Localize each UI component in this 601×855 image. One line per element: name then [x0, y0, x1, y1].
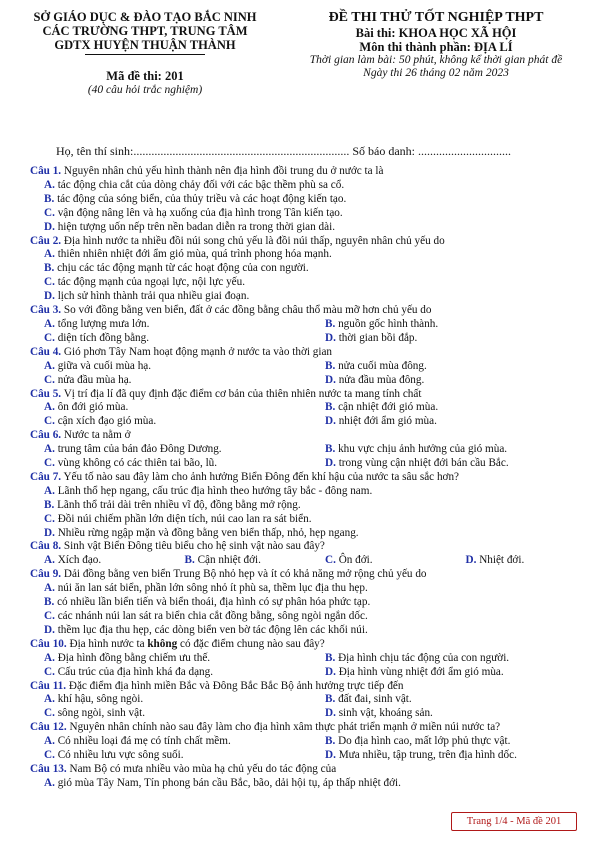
question-text: Gió phơn Tây Nam hoạt động mạnh ở nước ta vào thời gian	[61, 345, 333, 358]
answer-option	[30, 179, 592, 193]
option-row	[30, 485, 592, 499]
option-letter: C.	[44, 276, 55, 289]
question-text: Sinh vật Biển Đông tiêu biểu cho hệ sinh vật nào sau đây?	[61, 540, 325, 553]
question-number: Câu 6.	[30, 429, 62, 442]
answer-option	[30, 499, 592, 513]
answer-option	[30, 374, 311, 388]
option-letter: B.	[44, 262, 55, 275]
answer-option	[30, 610, 592, 624]
answer-option	[311, 666, 592, 680]
question-text: Địa hình nước ta	[66, 637, 148, 650]
question-text: Nước ta nằm ở	[61, 429, 131, 442]
question-count: (40 câu hỏi trắc nghiệm)	[87, 84, 203, 96]
option-row	[30, 457, 592, 471]
question-keyword: không	[147, 637, 178, 650]
answer-option	[30, 735, 311, 749]
option-row	[30, 666, 592, 680]
question-text: Dải đồng bằng ven biển Trung Bộ nhỏ hẹp và ít có khả năng mở rộng chủ yếu do	[61, 568, 427, 581]
question-stem	[30, 638, 592, 652]
option-letter: D.	[465, 554, 477, 567]
option-row	[30, 318, 592, 332]
option-text: Địa hình đồng bằng chiếm ưu thế.	[54, 651, 211, 664]
answer-option	[311, 332, 592, 346]
option-letter: A.	[44, 554, 55, 567]
question-number: Câu 4.	[30, 345, 62, 358]
option-letter: D.	[325, 749, 336, 762]
option-text: có nhiều lần biển tiến và biển thoái, địa hình có sự phân hóa phức tạp.	[54, 596, 371, 609]
option-letter: B.	[325, 735, 336, 748]
option-letter: B.	[325, 443, 336, 456]
option-letter: C.	[44, 206, 55, 219]
option-row	[30, 624, 592, 638]
header-divider	[85, 54, 205, 55]
option-letter: D.	[44, 220, 55, 233]
option-row	[30, 415, 592, 429]
option-text: vùng không có các thiên tai bão, lũ.	[54, 457, 218, 470]
option-text: diện tích đồng bằng.	[54, 331, 150, 344]
answer-option	[311, 693, 592, 707]
option-row	[30, 582, 592, 596]
answer-option	[171, 554, 312, 568]
answer-option	[30, 693, 311, 707]
option-letter: C.	[44, 512, 55, 525]
answer-option	[30, 777, 592, 791]
question-stem	[30, 680, 592, 694]
answer-option	[30, 415, 311, 429]
option-text: trong vùng cận nhiệt đới bán cầu Bắc.	[335, 457, 509, 470]
answer-option	[30, 749, 311, 763]
question-text: Yếu tố nào sau đây làm cho ảnh hưởng Biển Đông đến khí hậu của nước ta sâu sắc hơn?	[61, 470, 460, 483]
answer-option	[30, 318, 311, 332]
option-text: Địa hình chịu tác động của con người.	[335, 651, 510, 664]
option-text: Địa hình vùng nhiệt đới ẩm gió mùa.	[335, 665, 504, 678]
option-letter: D.	[325, 331, 336, 344]
option-letter: C.	[44, 665, 55, 678]
option-letter: A.	[44, 735, 55, 748]
option-text: cận nhiệt đới gió mùa.	[335, 401, 439, 414]
option-text: tác động chia cắt của dòng chảy đối với các bậc thềm phù sa cổ.	[54, 178, 345, 191]
option-row	[30, 248, 592, 262]
exam-code: Mã đề thi: 201	[106, 69, 184, 83]
option-letter: D.	[325, 457, 336, 470]
option-text: sông ngòi, sinh vật.	[54, 707, 146, 720]
option-text: nửa đầu mùa hạ.	[54, 373, 132, 386]
question-number: Câu 1.	[30, 165, 62, 177]
answer-option	[30, 513, 592, 527]
answer-option	[30, 401, 311, 415]
option-row	[30, 652, 592, 666]
question-list	[30, 165, 592, 791]
option-row	[30, 360, 592, 374]
option-text: giữa và cuối mùa hạ.	[54, 359, 152, 372]
option-text: vận động nâng lên và hạ xuống của địa hình trong Tân kiến tạo.	[54, 206, 343, 219]
option-letter: A.	[44, 484, 55, 497]
option-text: ôn đới gió mùa.	[54, 401, 129, 414]
answer-option	[311, 707, 592, 721]
question-number: Câu 10.	[30, 637, 67, 650]
option-letter: C.	[44, 610, 55, 622]
answer-option	[30, 248, 592, 262]
question-number: Câu 7.	[30, 470, 62, 483]
answer-option	[311, 401, 592, 415]
option-letter: A.	[44, 248, 55, 261]
question-stem	[30, 721, 592, 735]
question-text: Nguyên nhân chủ yếu hình thành nên địa hình đồi trung du ở nước ta là	[61, 165, 384, 177]
answer-option	[30, 193, 592, 207]
option-row	[30, 749, 592, 763]
question-number: Câu 13.	[30, 762, 67, 775]
option-text: cận xích đạo gió mùa.	[54, 415, 157, 428]
school-district: GDTX HUYỆN THUẬN THÀNH	[54, 38, 236, 52]
option-text: sinh vật, khoáng sản.	[335, 707, 433, 720]
answer-option	[30, 666, 311, 680]
option-row	[30, 374, 592, 388]
option-row	[30, 262, 592, 276]
option-letter: A.	[44, 401, 55, 414]
option-letter: B.	[184, 554, 195, 567]
answer-option	[311, 652, 592, 666]
option-text: thiên nhiên nhiệt đới ẩm gió mùa, quá trình phong hóa mạnh.	[54, 248, 332, 261]
option-letter: A.	[44, 178, 55, 191]
option-row	[30, 554, 592, 568]
question-number: Câu 9.	[30, 568, 62, 581]
question-text: Nguyên nhân chính nào sau đây làm cho địa hình xâm thực phát triển mạnh ở miền núi nước ta?	[66, 721, 501, 734]
option-letter: D.	[325, 415, 336, 428]
question-stem	[30, 235, 592, 249]
option-text: tổng lượng mưa lớn.	[54, 317, 150, 330]
question-text: Đặc điểm địa hình miền Bắc và Đông Bắc Bắc Bộ ảnh hưởng trực tiếp đến	[66, 679, 404, 692]
option-text: thềm lục địa thu hẹp, các dòng biển ven bờ tác động lên các khối núi.	[54, 623, 368, 636]
answer-option	[311, 735, 592, 749]
option-letter: C.	[44, 457, 55, 470]
option-text: Do địa hình cao, mất lớp phủ thực vật.	[335, 735, 511, 748]
option-row	[30, 527, 592, 541]
option-letter: C.	[44, 749, 55, 762]
option-letter: A.	[44, 443, 55, 456]
option-row	[30, 401, 592, 415]
option-row	[30, 777, 592, 791]
option-row	[30, 693, 592, 707]
answer-option	[311, 443, 592, 457]
answer-option	[30, 485, 592, 499]
answer-option	[311, 554, 452, 568]
answer-option	[30, 221, 592, 235]
option-text: Có nhiều loại đá mẹ có tính chất mềm.	[54, 735, 231, 748]
option-letter: A.	[44, 693, 55, 706]
option-row	[30, 499, 592, 513]
option-letter: D.	[44, 623, 55, 636]
option-letter: B.	[44, 192, 55, 205]
answer-option	[30, 457, 311, 471]
option-row	[30, 707, 592, 721]
candidate-info-line: Họ, tên thí sinh:........................................................................ Số báo danh: ...............................	[56, 144, 511, 158]
option-row	[30, 276, 592, 290]
option-text: nhiệt đới ẩm gió mùa.	[335, 415, 437, 428]
page-footer: Trang 1/4 - Mã đề 201	[451, 812, 577, 831]
option-row	[30, 290, 592, 304]
question-number: Câu 12.	[30, 721, 67, 734]
exam-date: Ngày thi 26 tháng 02 năm 2023	[363, 67, 509, 79]
option-text: nửa đầu mùa đông.	[335, 373, 425, 386]
header-right	[276, 10, 596, 80]
question-stem	[30, 304, 592, 318]
option-text: tác động mạnh của ngoại lực, nội lực yếu.	[54, 276, 246, 289]
answer-option	[30, 527, 592, 541]
option-row	[30, 513, 592, 527]
option-letter: B.	[325, 401, 336, 414]
question-stem	[30, 540, 592, 554]
option-letter: B.	[325, 317, 336, 330]
option-text: trung tâm của bán đảo Đông Dương.	[54, 443, 222, 456]
exam-component: Môn thi thành phần: ĐỊA LÍ	[359, 40, 513, 54]
option-text: Mưa nhiều, tập trung, trên địa hình dốc.	[335, 749, 517, 762]
answer-option	[30, 262, 592, 276]
question-stem	[30, 429, 592, 443]
option-text: khí hậu, sông ngòi.	[54, 693, 144, 706]
answer-option	[30, 276, 592, 290]
question-stem	[30, 388, 592, 402]
option-text: Lãnh thổ hẹp ngang, cấu trúc địa hình theo hướng tây bắc - đông nam.	[54, 484, 373, 497]
answer-option	[30, 596, 592, 610]
question-text: Nam Bộ có mưa nhiều vào mùa hạ chủ yếu do tác động của	[66, 762, 337, 775]
question-text: Địa hình nước ta nhiều đồi núi song chủ yếu là đồi núi thấp, nguyên nhân chủ yếu do	[61, 234, 445, 247]
question-number: Câu 2.	[30, 234, 62, 247]
answer-option	[30, 582, 592, 596]
option-row	[30, 596, 592, 610]
option-letter: B.	[44, 498, 55, 511]
option-text: Cận nhiệt đới.	[194, 554, 261, 567]
option-text: đất đai, sinh vật.	[335, 693, 412, 706]
option-text: Xích đạo.	[54, 554, 102, 567]
option-letter: B.	[325, 359, 336, 372]
question-stem	[30, 165, 592, 179]
option-text: Nhiều rừng ngập mặn và đồng bằng ven biển thấp, nhỏ, hẹp ngang.	[54, 526, 359, 539]
option-text: Đồi núi chiếm phần lớn diện tích, núi cao lan ra sát biển.	[54, 512, 312, 525]
option-letter: B.	[44, 596, 55, 609]
answer-option	[30, 290, 592, 304]
answer-option	[311, 415, 592, 429]
option-letter: C.	[44, 331, 55, 344]
question-number: Câu 3.	[30, 304, 62, 317]
answer-option	[30, 554, 171, 568]
option-letter: C.	[44, 415, 55, 428]
question-number: Câu 11.	[30, 679, 67, 692]
question-number: Câu 5.	[30, 387, 62, 400]
answer-option	[30, 207, 592, 221]
question-text: Vị trí địa lí đã quy định đặc điểm cơ bản của thiên nhiên nước ta mang tính chất	[61, 387, 422, 400]
option-letter: D.	[325, 665, 336, 678]
option-row	[30, 443, 592, 457]
exam-duration: Thời gian làm bài: 50 phút, không kể thời gian phát đề	[309, 54, 563, 66]
option-text: nguồn gốc hình thành.	[335, 317, 439, 330]
answer-option	[311, 360, 592, 374]
option-row	[30, 735, 592, 749]
question-stem	[30, 471, 592, 485]
answer-option	[311, 374, 592, 388]
option-row	[30, 207, 592, 221]
exam-subject: Bài thi: KHOA HỌC XÃ HỘI	[355, 26, 517, 40]
answer-option	[30, 360, 311, 374]
option-text: khu vực chịu ảnh hưởng của gió mùa.	[335, 443, 508, 456]
option-text: tác động của sóng biển, của thủy triều và các hoạt động kiến tạo.	[54, 192, 347, 205]
option-text: Có nhiều lưu vực sông suối.	[54, 749, 184, 762]
option-letter: D.	[325, 707, 336, 720]
option-row	[30, 179, 592, 193]
question-stem	[30, 568, 592, 582]
option-text: chịu các tác động mạnh từ các hoạt động của con người.	[54, 262, 309, 275]
question-stem	[30, 763, 592, 777]
question-text: So với đồng bằng ven biển, đất ở các đồng bằng châu thổ màu mỡ hơn chủ yếu do	[61, 304, 432, 317]
option-letter: C.	[44, 707, 55, 720]
option-text: Ôn đới.	[335, 554, 373, 567]
option-text: gió mùa Tây Nam, Tín phong bán cầu Bắc, bão, dải hội tụ, áp thấp nhiệt đới.	[54, 776, 401, 789]
option-row	[30, 610, 592, 624]
option-letter: D.	[44, 526, 55, 539]
answer-option	[311, 318, 592, 332]
option-letter: A.	[44, 317, 55, 330]
question-text-end: có đặc điểm chung nào sau đây?	[177, 637, 325, 650]
option-letter: A.	[44, 776, 55, 789]
answer-option	[30, 332, 311, 346]
option-text: Cấu trúc của địa hình khá đa dạng.	[54, 665, 214, 678]
option-text: các nhánh núi lan sát ra biển chia cắt đồng bằng, sông ngòi ngắn dốc.	[54, 610, 368, 622]
option-letter: C.	[44, 373, 55, 386]
answer-option	[311, 749, 592, 763]
option-text: thời gian bồi đắp.	[335, 331, 418, 344]
option-row	[30, 193, 592, 207]
option-letter: A.	[44, 651, 55, 664]
option-letter: B.	[325, 693, 336, 706]
answer-option	[30, 707, 311, 721]
option-text: lịch sử hình thành trải qua nhiều giai đoạn.	[54, 290, 250, 303]
option-text: hiện tượng uốn nếp trên nền badan diễn ra trong thời gian dài.	[54, 220, 335, 233]
option-text: Nhiệt đới.	[476, 554, 525, 567]
option-letter: A.	[44, 359, 55, 372]
answer-option	[30, 652, 311, 666]
question-stem	[30, 346, 592, 360]
option-letter: D.	[44, 290, 55, 303]
answer-option	[30, 443, 311, 457]
answer-option	[452, 554, 593, 568]
option-letter: D.	[325, 373, 336, 386]
option-letter: A.	[44, 582, 55, 595]
option-row	[30, 332, 592, 346]
option-letter: C.	[325, 554, 336, 567]
department-name: SỞ GIÁO DỤC & ĐÀO TẠO BẮC NINH	[33, 10, 257, 24]
header-left	[14, 10, 276, 97]
option-text: núi ăn lan sát biển, phần lớn sông nhỏ ít phù sa, thềm lục địa thu hẹp.	[54, 582, 368, 595]
option-text: nửa cuối mùa đông.	[335, 359, 427, 372]
answer-option	[311, 457, 592, 471]
answer-option	[30, 624, 592, 638]
option-row	[30, 221, 592, 235]
option-letter: B.	[325, 651, 336, 664]
school-group: CÁC TRƯỜNG THPT, TRUNG TÂM	[42, 24, 248, 38]
option-text: Lãnh thổ trải dài trên nhiều vĩ độ, đồng bằng mở rộng.	[54, 498, 301, 511]
question-number: Câu 8.	[30, 540, 62, 553]
exam-title: ĐỀ THI THỬ TỐT NGHIỆP THPT	[328, 10, 544, 25]
